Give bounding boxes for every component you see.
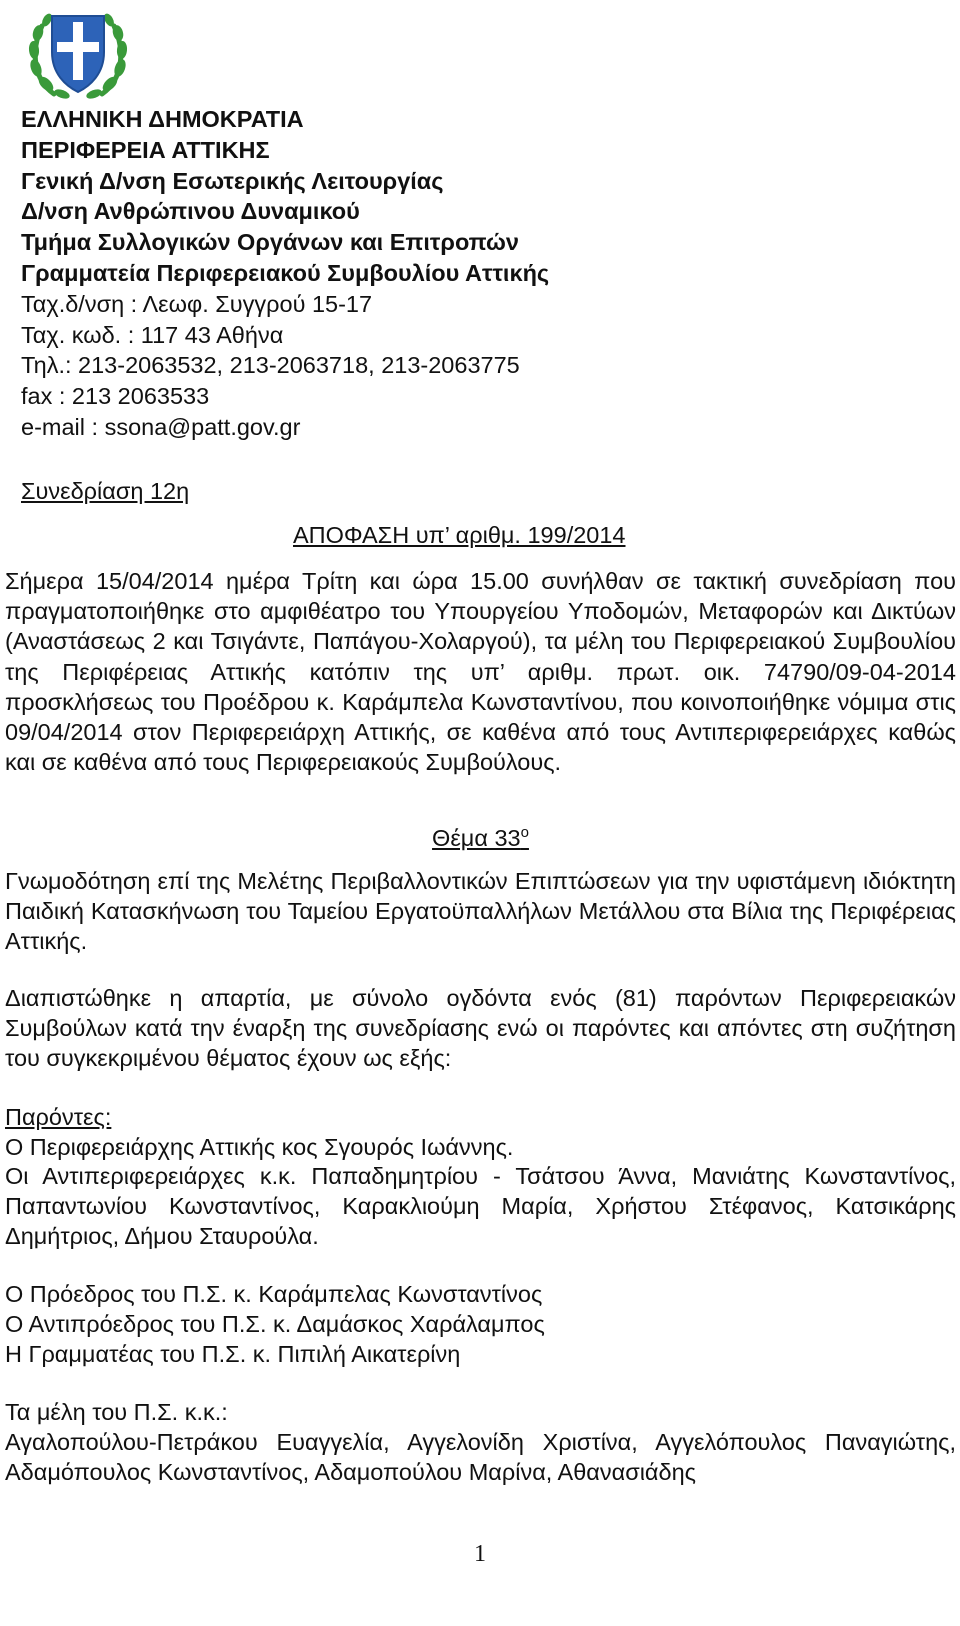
topic-text: Θέμα 33 [432,824,521,851]
header-line: ΠΕΡΙΦΕΡΕΙΑ ΑΤΤΙΚΗΣ [21,136,270,163]
topic-sup: ο [520,824,529,841]
hellenic-republic-emblem-icon [26,6,130,102]
session-number: Συνεδρίαση 12η [21,478,190,504]
officer-line: Ο Πρόεδρος του Π.Σ. κ. Καράμπελας Κωνσταντίνος [5,1281,543,1307]
topic-heading [5,818,956,853]
phone-line: Τηλ.: 213-2063532, 213-2063718, 213-2063775 [21,352,520,379]
officer-line: Η Γραμματέας του Π.Σ. κ. Πιπιλή Αικατερίνη [5,1341,461,1368]
header-line: Τμήμα Συλλογικών Οργάνων και Επιτροπών [21,229,519,256]
quorum-paragraph: Διαπιστώθηκε η απαρτία, με σύνολο ογδόντα ενός (81) παρόντων Περιφερειακών Συμβούλων κατά την έναρξη της συνεδρίασης ενώ οι παρόντες και απόντες στη συζήτηση του συγκεκριμένου θέματος έχουν ως εξής: [5,985,956,1072]
topic-paragraph: Γνωμοδότηση επί της Μελέτης Περιβαλλοντικών Επιπτώσεων για την υφιστάμενη ιδιόκτητη Παιδική Κατασκήνωση του Ταμείου Εργατοϋπαλλήλων Μετάλλου στα Βίλια της Περιφέρειας Αττικής. [5,868,956,955]
regional-governor-line: Ο Περιφερειάρχης Αττικής κος Σγουρός Ιωάννης. [5,1134,514,1160]
postal-code-line: Ταχ. κωδ. : 117 43 Αθήνα [21,321,284,348]
issuer-header [21,104,549,443]
page-number: 1 [474,1541,486,1567]
header-line: Γραμματεία Περιφερειακού Συμβουλίου Αττικής [21,259,550,286]
decision-number: ΑΠΟΦΑΣΗ υπ’ αριθμ. 199/2014 [293,522,626,548]
fax-line: fax : 213 2063533 [21,383,210,410]
email-line: e-mail : ssona@patt.gov.gr [21,413,301,440]
header-line: ΕΛΛΗΝΙΚΗ ΔΗΜΟΚΡΑΤΙΑ [21,106,304,132]
present-label-text: Παρόντες: [5,1104,112,1130]
deputy-governors-paragraph: Οι Αντιπεριφερειάρχες κ.κ. Παπαδημητρίου - Τσάτσου Άννα, Μανιάτης Κωνσταντίνος, Παπαντωνίου Κωνσταντίνος, Καρακλιούμη Μαρία, Χρήστου Στέφανος, Κατσικάρης Δημήτριος, Δήμου Σταυρούλα. [5,1163,956,1250]
intro-paragraph: Σήμερα 15/04/2014 ημέρα Τρίτη και ώρα 15.00 συνήλθαν σε τακτική συνεδρίαση που πραγματοποιήθηκε στο αμφιθέατρο του Υπουργείου Υποδομών, Μεταφορών και Δικτύων (Αναστάσεως 2 και Τσιγάντε, Παπάγου-Χολαργού), τα μέλη του Περιφερειακού Συμβουλίου της Περιφέρειας Αττικής κατόπιν της υπ’ αριθμ. πρωτ. οικ. 74790/09-04-2014 προσκλήσεως του Προέδρου κ. Καράμπελα Κωνσταντίνου, που κοινοποιήθηκε νόμιμα στις 09/04/2014 στον Περιφερειάρχη Αττικής, σε καθένα από τους Αντιπεριφερειάρχες καθώς και σε καθένα από τους Περιφερειακούς Συμβούλους. [5,568,956,776]
address-line: Ταχ.δ/νση : Λεωφ. Συγγρού 15-17 [21,290,373,317]
officer-line: Ο Αντιπρόεδρος του Π.Σ. κ. Δαμάσκος Χαράλαμπος [5,1311,545,1338]
members-paragraph: Αγαλοπούλου-Πετράκου Ευαγγελία, Αγγελονίδη Χριστίνα, Αγγελόπουλος Παναγιώτης, Αδαμόπουλος Κωνσταντίνος, Αδαμοπούλου Μαρίνα, Αθανασιάδης [5,1429,956,1486]
members-label: Τα μέλη του Π.Σ. κ.κ.: [5,1399,228,1425]
officers-list [5,1279,956,1370]
present-label [5,1102,956,1132]
header-line: Δ/νση Ανθρώπινου Δυναμικού [21,198,360,225]
header-line: Γενική Δ/νση Εσωτερικής Λειτουργίας [21,167,444,194]
